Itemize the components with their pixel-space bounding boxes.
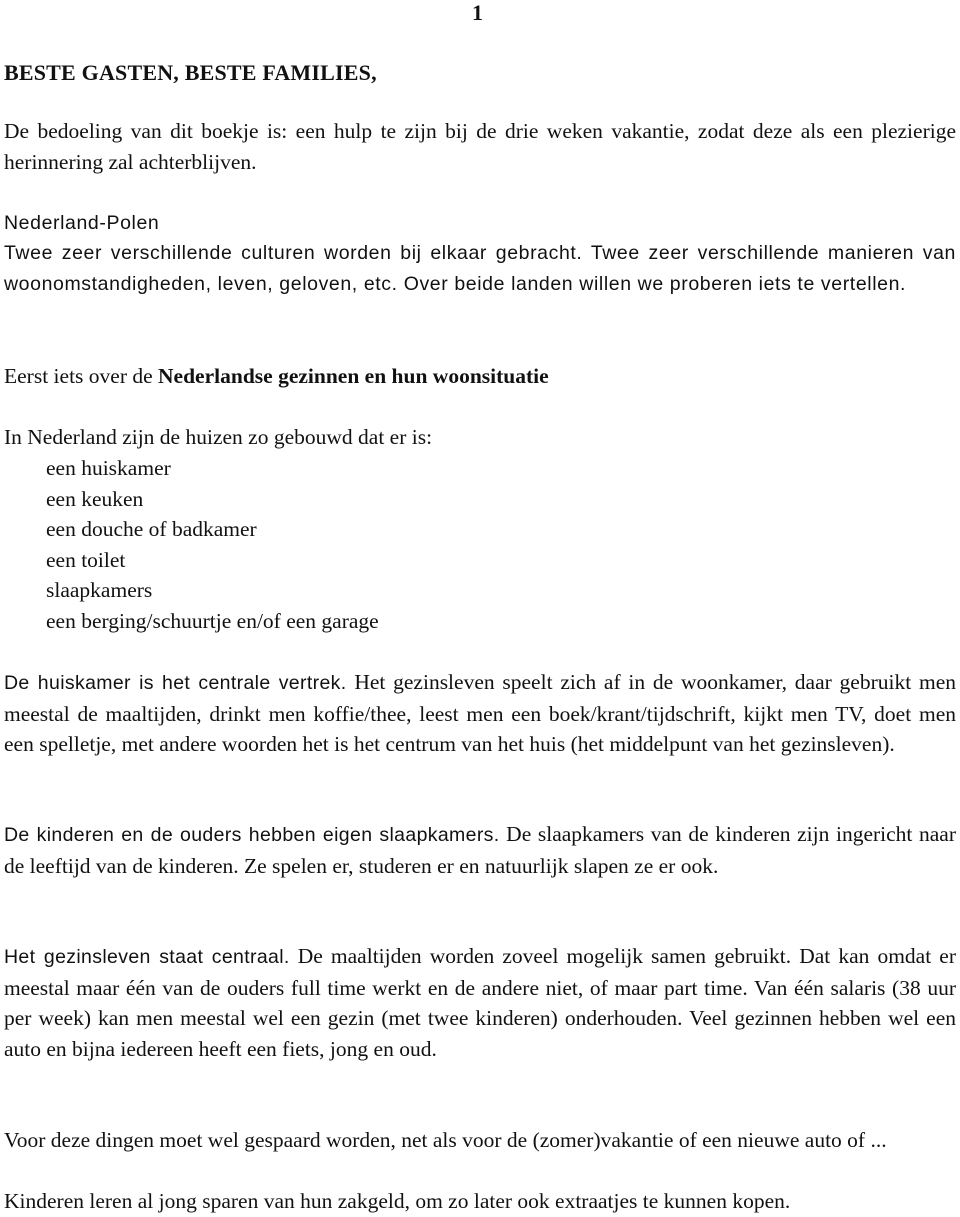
slaapkamers-paragraph <box>4 819 956 881</box>
document-heading: BESTE GASTEN, BESTE FAMILIES, <box>4 60 377 85</box>
houses-intro: In Nederland zijn de huizen zo gebouwd dat er is: <box>4 425 433 449</box>
page-number: 1 <box>472 0 483 25</box>
first-topic-bold: Nederlandse gezinnen en hun woonsituatie <box>158 364 549 388</box>
huiskamer-lead: De huiskamer is het centrale vertrek. <box>4 672 347 694</box>
list-item: een toilet <box>46 547 126 572</box>
list-item: een huiskamer <box>46 456 171 480</box>
intro-paragraph: De bedoeling van dit boekje is: een hulp te zijn bij de drie weken vakantie, zodat deze als een plezierige herinnering zal achterblijven. <box>4 119 956 174</box>
huiskamer-paragraph <box>4 667 956 760</box>
gezinsleven-lead: Het gezinsleven staat centraal. <box>4 946 290 968</box>
first-topic-line <box>4 361 956 392</box>
sparen-paragraph: Voor deze dingen moet wel gespaard worden, net als voor de (zomer)vakantie of een nieuwe auto of ... <box>4 1128 887 1152</box>
zakgeld-paragraph: Kinderen leren al jong sparen van hun zakgeld, om zo later ook extraatjes te kunnen kopen. <box>4 1189 791 1213</box>
list-item: een douche of badkamer <box>46 517 257 541</box>
gezinsleven-paragraph <box>4 941 956 1064</box>
section-title-nederland-polen: Nederland-Polen <box>4 212 160 234</box>
rooms-list <box>46 453 379 636</box>
list-item: een berging/schuurtje en/of een garage <box>46 608 379 633</box>
list-item: een keuken <box>46 486 144 511</box>
first-topic-prefix: Eerst iets over de <box>4 364 159 388</box>
list-item: slaapkamers <box>46 578 153 602</box>
cultures-paragraph: Twee zeer verschillende culturen worden bij elkaar gebracht. Twee zeer verschillende manieren van woonomstandigheden, leven, geloven, etc. Over beide landen willen we proberen iets te vertellen. <box>4 242 956 295</box>
slaapkamers-body: De slaapkamers van de kinderen zijn ingericht naar de leeftijd van de kinderen. Ze spelen er, studeren er en natuurlijk slapen ze er ook. <box>4 822 956 878</box>
slaapkamers-lead: De kinderen en de ouders hebben eigen slaapkamers. <box>4 824 500 846</box>
gezinsleven-body: De maaltijden worden zoveel mogelijk samen gebruikt. Dat kan omdat er meestal maar één van de ouders full time werkt en de andere niet, of maar part time. Van één salaris (38 uur per week) kan men meestal wel een gezin (met twee kinderen) onderhouden. Veel gezinnen hebben wel een auto en bijna iedereen heeft een fiets, jong en oud. <box>4 944 956 1061</box>
huiskamer-body: Het gezinsleven speelt zich af in de woonkamer, daar gebruikt men meestal de maaltijden, drinkt men koffie/thee, leest men een boek/krant/tijdschrift, kijkt men TV, doet men een spelletje, met andere woorden het is het centrum van het huis (het middelpunt van het gezinsleven). <box>4 670 956 756</box>
